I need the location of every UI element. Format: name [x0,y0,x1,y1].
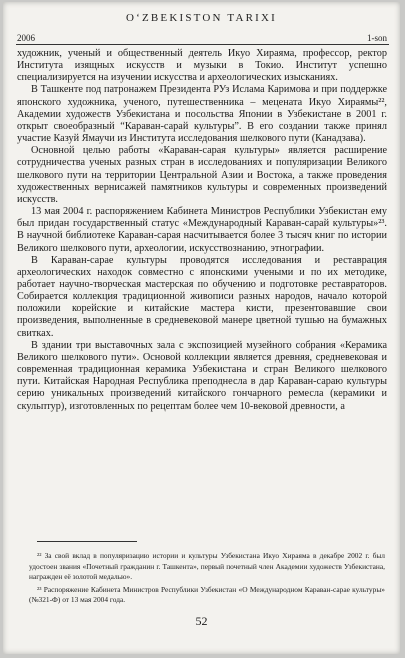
paragraph-6: В здании три выставочных зала с экспозицией музейного собрания «Керамика Великого шелкового пути». Основой коллекции является древняя, средневековая и современная традиционная керамика Узбекистана и стран Великого шелкового пути. Китайская Народная Республика преподнесла в дар Караван-сараю культуры серию уникальных произведений китайского гончарного ремесла (керамики и скульптур), изготовленных по рецептам более чем 10-вековой древности, а [17,339,387,412]
article-body [17,48,387,413]
footnote-rule [37,541,137,542]
header-issue: 1-son [367,33,387,43]
footnotes [29,551,385,606]
journal-title: O‘ZBEKISTON TARIXI [125,12,278,24]
paragraph-4: 13 мая 2004 г. распоряжением Кабинета Министров Республики Узбекистан ему был придан государственный статус «Международный Караван-сарай культуры»²³. В научной библиотеке Караван-сарая насчитывается более 3 тысяч книг по истории Великого шелкового пути, археологии, искусствознанию, этнографии. [17,206,387,254]
document-page [3,2,400,654]
footnote-23: ²³ Распоряжение Кабинета Министров Республики Узбекистан «О Международном Караван-сарае культуры» (№321-Ф) от 13 мая 2004 года. [29,584,385,604]
paragraph-2: В Ташкенте под патронажем Президента РУз Ислама Каримова и при поддержке японского художника, ученого, путешественника – мецената Икуо Хираямы²², Академии художеств Узбекистана и посольства Японии в Узбекистане в 2001 г. открыт своеобразный “Караван-сарай культуры”. В его создании также принял участие Казуй Ямаучи из Института исследования шелкового пути (Канадзава). [17,84,387,145]
header-year: 2006 [17,33,35,43]
page-number: 52 [195,614,208,628]
header-rule [16,44,389,45]
paragraph-1: художник, ученый и общественный деятель Икуо Хираяма, профессор, ректор Института изящных искусств и музыки в Токио. Институт успешно специализируется на изучении искусства и археологических изысканиях. [17,48,387,84]
paragraph-3: Основной целью работы «Караван-сарая культуры» является расширение сотрудничества ученых разных стран в исследованиях и популяризации Великого шелкового пути на территории Центральной Азии и Востока, а также проведения художественных вернисажей памятников культуры и современных произведений искусств. [17,145,387,205]
paragraph-5: В Караван-сарае культуры проводятся исследования и реставрация археологических находок совместно с японскими учеными и по их методике, работает научно-творческая мастерская по обучению и подготовке реставраторов. Собирается коллекция традиционной живописи разных народов, начало которой положили корейские и китайские мастера кисти, презентовавшие свои произведения, выполненные в средневековой манере цветной тушью на бумажных свитках. [17,254,387,339]
footnote-22: ²² За свой вклад в популяризацию истории и культуры Узбекистана Икуо Хираяма в декабре 2002 г. был удостоен звания «Почетный гражданин г. Ташкента», первый почетный член Академии художеств Узбекистана, награжден её золотой медалью». [29,551,385,581]
